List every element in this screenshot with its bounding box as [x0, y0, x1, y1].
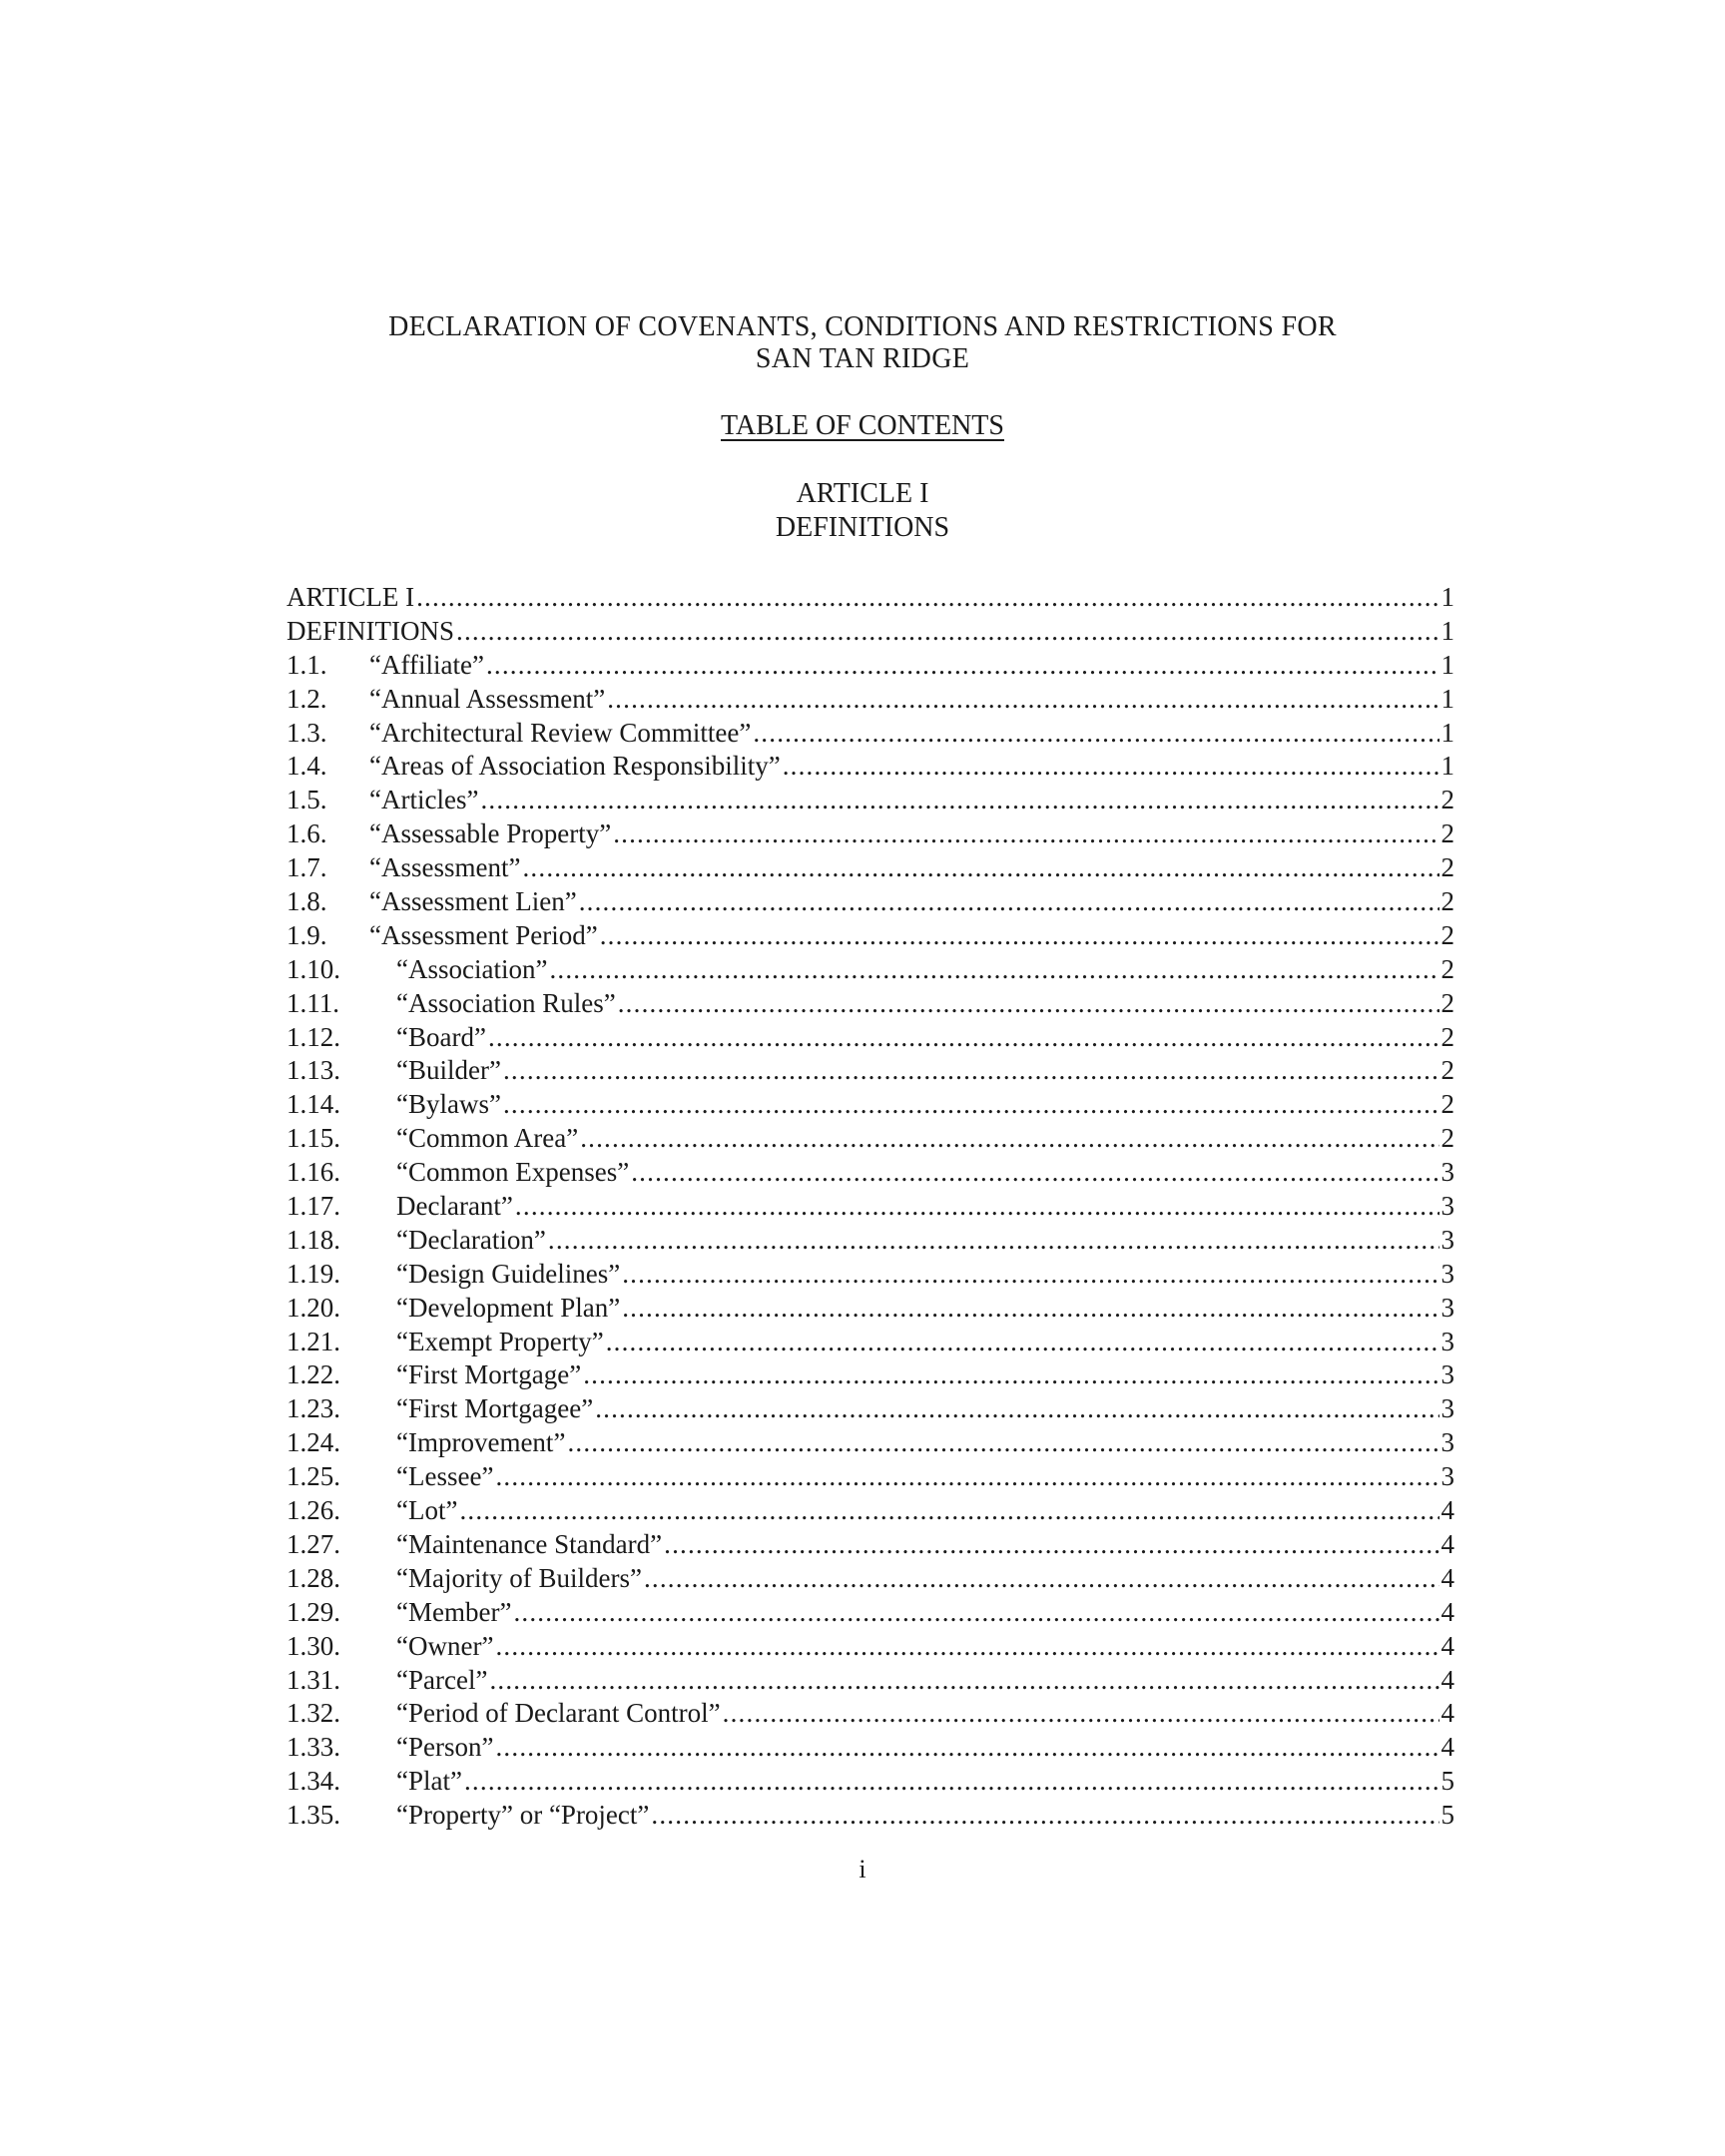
dot-leader — [618, 987, 1439, 1021]
toc-entry[interactable] — [287, 683, 1454, 717]
toc-entry-number: 1.4. — [287, 751, 327, 782]
toc-entry[interactable] — [287, 1156, 1454, 1190]
toc-entry-label: “Improvement” — [396, 1427, 566, 1458]
toc-entry-number: 1.31. — [287, 1664, 340, 1695]
toc-entry-page: 1 — [1440, 582, 1454, 612]
toc-entry[interactable] — [287, 1799, 1454, 1833]
dot-leader — [606, 1326, 1439, 1359]
toc-entry[interactable] — [287, 1224, 1454, 1258]
toc-entry-page: 3 — [1440, 1359, 1454, 1390]
toc-entry[interactable] — [287, 1258, 1454, 1292]
toc-entry-number: 1.14. — [287, 1089, 340, 1120]
toc-entry[interactable] — [287, 851, 1454, 885]
toc-entry[interactable] — [287, 1460, 1454, 1494]
toc-entry-page: 3 — [1440, 1157, 1454, 1188]
toc-entry-label: “Assessment Period” — [369, 919, 598, 950]
toc-entry-page: 2 — [1440, 785, 1454, 815]
dot-leader — [644, 1562, 1439, 1596]
toc-entry[interactable] — [287, 1088, 1454, 1122]
toc-entry-label: “Builder” — [396, 1055, 501, 1086]
toc-entry[interactable] — [287, 817, 1454, 851]
toc-entry-label: “Period of Declarant Control” — [396, 1698, 721, 1729]
dot-leader — [583, 1358, 1438, 1392]
toc-entry-label: “Lessee” — [396, 1461, 494, 1492]
toc-entry-page: 5 — [1440, 1766, 1454, 1797]
toc-entry[interactable] — [287, 1494, 1454, 1528]
toc-entry-number: 1.20. — [287, 1292, 340, 1323]
toc-entry-page: 3 — [1440, 1224, 1454, 1255]
toc-entry-label: “Areas of Association Responsibility” — [369, 751, 781, 782]
dot-leader — [495, 1630, 1438, 1664]
toc-entry-number: 1.17. — [287, 1191, 340, 1222]
dot-leader — [522, 851, 1438, 885]
toc-entry[interactable] — [287, 649, 1454, 683]
toc-entry-label: “Assessment” — [369, 852, 521, 883]
toc-entry-number: 1.8. — [287, 886, 327, 917]
toc-entry[interactable] — [287, 1122, 1454, 1156]
dot-leader — [723, 1697, 1439, 1731]
toc-entry-label: “Lot” — [396, 1495, 458, 1526]
toc-entry-number: 1.12. — [287, 1021, 340, 1052]
toc-entry-page: 2 — [1440, 987, 1454, 1018]
toc-entry-number: 1.6. — [287, 818, 327, 849]
toc-entry-number: 1.19. — [287, 1258, 340, 1289]
toc-entry-number: 1.16. — [287, 1157, 340, 1188]
toc-entry-page: 3 — [1440, 1326, 1454, 1356]
toc-entry-label: “Maintenance Standard” — [396, 1528, 663, 1559]
toc-entry-label: “Design Guidelines” — [396, 1258, 621, 1289]
toc-entry[interactable] — [287, 1358, 1454, 1392]
toc-entry-number: 1.10. — [287, 953, 340, 984]
toc-entry-number: 1.3. — [287, 717, 327, 748]
toc-entry[interactable] — [287, 615, 1454, 649]
toc-entry-page: 4 — [1440, 1528, 1454, 1559]
article-name-heading: DEFINITIONS — [775, 512, 950, 543]
toc-entry-number: 1.7. — [287, 852, 327, 883]
toc-entry-label: “Annual Assessment” — [369, 683, 606, 714]
toc-entry-page: 4 — [1440, 1630, 1454, 1661]
toc-entry-number: 1.11. — [287, 987, 339, 1018]
toc-entry-page: 2 — [1440, 1089, 1454, 1120]
toc-entry-label: “Association Rules” — [396, 987, 616, 1018]
toc-entry[interactable] — [287, 750, 1454, 784]
toc-entry-page: 3 — [1440, 1258, 1454, 1289]
toc-entry-label: Declarant” — [396, 1191, 513, 1222]
toc-entry[interactable] — [287, 581, 1454, 615]
toc-entry-page: 2 — [1440, 852, 1454, 883]
toc-entry[interactable] — [287, 953, 1454, 987]
dot-leader — [503, 1088, 1439, 1122]
toc-entry-label: “Property” or “Project” — [396, 1800, 650, 1831]
toc-entry-number: 1.29. — [287, 1596, 340, 1627]
toc-entry-label: “Common Area” — [396, 1123, 579, 1154]
toc-entry-number: 1.23. — [287, 1393, 340, 1424]
dot-leader — [480, 784, 1438, 817]
toc-entry-label: “Assessment Lien” — [369, 886, 577, 917]
dot-leader — [600, 919, 1439, 953]
toc-entry-number: 1.30. — [287, 1630, 340, 1661]
toc-entry-page: 2 — [1440, 818, 1454, 849]
toc-entry-number: 1.34. — [287, 1766, 340, 1797]
toc-entry-label: “Architectural Review Committee” — [369, 717, 752, 748]
toc-entry[interactable] — [287, 1292, 1454, 1326]
toc-entry-number: 1.2. — [287, 683, 327, 714]
document-title-line-1: DECLARATION OF COVENANTS, CONDITIONS AND RESTRICTIONS FOR — [388, 311, 1337, 342]
toc-entry-page: 4 — [1440, 1495, 1454, 1526]
toc-entry-number: 1.33. — [287, 1732, 340, 1763]
toc-entry-page: 2 — [1440, 886, 1454, 917]
toc-entry-number: 1.35. — [287, 1800, 340, 1831]
dot-leader — [459, 1494, 1438, 1528]
dot-leader — [622, 1258, 1438, 1292]
toc-entry-number: 1.24. — [287, 1427, 340, 1458]
toc-entry-label: DEFINITIONS — [287, 615, 454, 646]
toc-entry-page: 1 — [1440, 649, 1454, 680]
toc-entry-page: 3 — [1440, 1427, 1454, 1458]
toc-entry[interactable] — [287, 1765, 1454, 1799]
dot-leader — [456, 615, 1439, 649]
toc-entry-label: “Parcel” — [396, 1664, 488, 1695]
toc-entry-label: “Declaration” — [396, 1224, 546, 1255]
toc-entry[interactable] — [287, 1054, 1454, 1088]
toc-entry[interactable] — [287, 885, 1454, 919]
toc-entry-page: 4 — [1440, 1698, 1454, 1729]
toc-entry-page: 1 — [1440, 717, 1454, 748]
toc-entry-page: 1 — [1440, 615, 1454, 646]
dot-leader — [783, 750, 1439, 784]
toc-entry[interactable] — [287, 1190, 1454, 1224]
toc-entry-label: ARTICLE I — [287, 582, 415, 612]
toc-entry-number: 1.22. — [287, 1359, 340, 1390]
document-title-line-2: SAN TAN RIDGE — [755, 343, 970, 374]
dot-leader — [513, 1596, 1438, 1630]
toc-entry[interactable] — [287, 717, 1454, 751]
toc-entry[interactable] — [287, 1596, 1454, 1630]
toc-entry[interactable] — [287, 1731, 1454, 1765]
toc-entry[interactable] — [287, 1021, 1454, 1055]
toc-entry-number: 1.15. — [287, 1123, 340, 1154]
toc-entry[interactable] — [287, 1697, 1454, 1731]
dot-leader — [488, 1021, 1439, 1055]
page-number: i — [859, 1855, 866, 1884]
toc-entry-page: 2 — [1440, 919, 1454, 950]
toc-entry-number: 1.1. — [287, 649, 327, 680]
toc-entry-label: “Affiliate” — [369, 649, 484, 680]
toc-entry-number: 1.27. — [287, 1528, 340, 1559]
dot-leader — [753, 717, 1438, 751]
toc-entry[interactable] — [287, 1664, 1454, 1698]
toc-entry-page: 3 — [1440, 1292, 1454, 1323]
toc-entry-page: 3 — [1440, 1461, 1454, 1492]
toc-entry[interactable] — [287, 919, 1454, 953]
toc-entry-page: 4 — [1440, 1664, 1454, 1695]
toc-entry-number: 1.5. — [287, 785, 327, 815]
toc-entry-page: 4 — [1440, 1562, 1454, 1593]
toc-entry-page: 1 — [1440, 751, 1454, 782]
dot-leader — [503, 1054, 1439, 1088]
toc-entry-label: “Member” — [396, 1596, 512, 1627]
dot-leader — [495, 1460, 1438, 1494]
toc-entry-label: “Majority of Builders” — [396, 1562, 642, 1593]
dot-leader — [486, 649, 1439, 683]
dot-leader — [651, 1799, 1438, 1833]
dot-leader — [622, 1292, 1438, 1326]
table-of-contents — [287, 581, 1454, 1833]
dot-leader — [495, 1731, 1438, 1765]
toc-entry-label: “First Mortgagee” — [396, 1393, 594, 1424]
dot-leader — [416, 581, 1438, 615]
toc-entry-page: 5 — [1440, 1800, 1454, 1831]
toc-entry-number: 1.25. — [287, 1461, 340, 1492]
toc-entry[interactable] — [287, 1562, 1454, 1596]
toc-entry-page: 2 — [1440, 1123, 1454, 1154]
toc-entry-number: 1.21. — [287, 1326, 340, 1356]
dot-leader — [607, 683, 1438, 717]
toc-entry[interactable] — [287, 1630, 1454, 1664]
dot-leader — [548, 1224, 1439, 1258]
dot-leader — [549, 953, 1438, 987]
toc-entry-page: 4 — [1440, 1596, 1454, 1627]
toc-entry-page: 2 — [1440, 1021, 1454, 1052]
toc-entry[interactable] — [287, 784, 1454, 817]
dot-leader — [595, 1392, 1438, 1426]
toc-entry[interactable] — [287, 1528, 1454, 1562]
toc-entry-label: “Person” — [396, 1732, 494, 1763]
toc-entry-label: “First Mortgage” — [396, 1359, 582, 1390]
dot-leader — [580, 1122, 1438, 1156]
dot-leader — [579, 885, 1439, 919]
toc-entry[interactable] — [287, 1392, 1454, 1426]
toc-entry-page: 3 — [1440, 1191, 1454, 1222]
toc-entry-number: 1.26. — [287, 1495, 340, 1526]
dot-leader — [664, 1528, 1438, 1562]
toc-entry[interactable] — [287, 1326, 1454, 1359]
toc-entry-label: “Assessable Property” — [369, 818, 612, 849]
dot-leader — [613, 817, 1438, 851]
toc-entry-page: 3 — [1440, 1393, 1454, 1424]
dot-leader — [489, 1664, 1438, 1698]
toc-entry-page: 1 — [1440, 683, 1454, 714]
toc-entry-number: 1.18. — [287, 1224, 340, 1255]
toc-entry-number: 1.28. — [287, 1562, 340, 1593]
dot-leader — [631, 1156, 1438, 1190]
toc-entry-label: “Association” — [396, 953, 548, 984]
toc-entry-label: “Bylaws” — [396, 1089, 501, 1120]
toc-entry-page: 2 — [1440, 1055, 1454, 1086]
article-number-heading: ARTICLE I — [796, 478, 929, 509]
dot-leader — [567, 1426, 1438, 1460]
toc-entry-number: 1.13. — [287, 1055, 340, 1086]
toc-entry[interactable] — [287, 987, 1454, 1021]
toc-entry-label: “Development Plan” — [396, 1292, 621, 1323]
toc-entry-page: 2 — [1440, 953, 1454, 984]
toc-entry-number: 1.9. — [287, 919, 327, 950]
toc-entry[interactable] — [287, 1426, 1454, 1460]
toc-entry-label: “Common Expenses” — [396, 1157, 630, 1188]
toc-entry-label: “Board” — [396, 1021, 486, 1052]
dot-leader — [515, 1190, 1439, 1224]
toc-entry-label: “Owner” — [396, 1630, 494, 1661]
toc-entry-label: “Articles” — [369, 785, 479, 815]
toc-entry-page: 4 — [1440, 1732, 1454, 1763]
toc-entry-label: “Exempt Property” — [396, 1326, 604, 1356]
toc-entry-label: “Plat” — [396, 1766, 462, 1797]
dot-leader — [464, 1765, 1439, 1799]
toc-heading: TABLE OF CONTENTS — [721, 410, 1004, 441]
toc-entry-number: 1.32. — [287, 1698, 340, 1729]
